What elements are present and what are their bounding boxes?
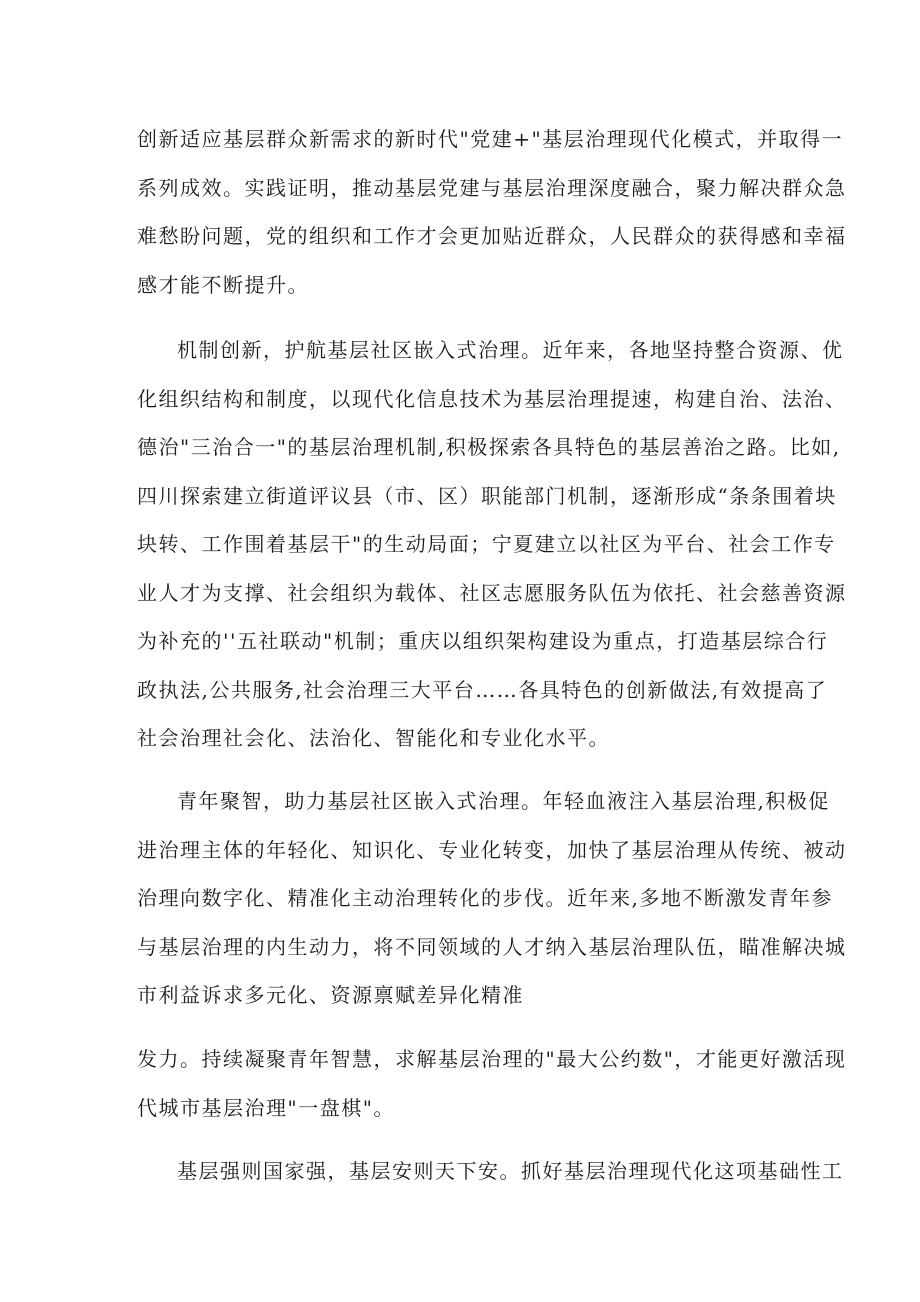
- text-line: 块转、工作围着基层干"的生动局面；宁夏建立以社区为平台、社会工作专: [137, 532, 836, 556]
- text-line: 创新适应基层群众新需求的新时代"党建+"基层治理现代化模式，并取得一: [137, 127, 844, 151]
- text-line: 治理向数字化、精准化主动治理转化的步伐。近年来,多地不断激发青年参: [137, 886, 833, 910]
- text-line: 与基层治理的内生动力，将不同领域的人才纳入基层治理队伍，瞄准解决城: [137, 934, 847, 959]
- text-line: 社会治理社会化、法治化、智能化和专业化水平。: [137, 726, 610, 750]
- text-line: 政执法,公共服务,社会治理三大平台……各具特色的创新做法,有效提高了: [137, 677, 828, 702]
- text-line: 难愁盼问题，党的组织和工作才会更加贴近群众，人民群众的获得感和幸福: [137, 224, 847, 248]
- text-line: 市利益诉求多元化、资源禀赋差异化精准: [137, 983, 524, 1007]
- paragraph-2: [137, 326, 847, 763]
- text-line: 为补充的''五社联动"机制；重庆以组织架构建设为重点，打造基层综合行: [137, 629, 829, 653]
- text-line: 感才能不断提升。: [137, 272, 309, 297]
- paragraph-3: [137, 777, 847, 1020]
- text-line: 进治理主体的年轻化、知识化、专业化转变，加快了基层治理从传统、被动: [137, 837, 847, 862]
- text-line: 青年聚智，助力基层社区嵌入式治理。年轻血液注入基层治理,积极促: [177, 789, 830, 813]
- text-line: 代城市基层治理"一盘棋"。: [137, 1095, 395, 1120]
- text-line: 发力。持续凝聚青年智慧，求解基层治理的"最大公约数"，才能更好激活现: [137, 1047, 847, 1071]
- paragraph-5: [137, 1147, 844, 1196]
- paragraph-1: [137, 115, 847, 309]
- paragraph-4: [137, 1035, 847, 1132]
- text-line: 德治"三治合一"的基层治理机制,积极探索各具特色的基层善治之路。比如,: [137, 435, 841, 459]
- text-line: 基层强则国家强，基层安则天下安。抓好基层治理现代化这项基础性工: [177, 1159, 844, 1183]
- text-line: 业人才为支撑、社会组织为载体、社区志愿服务队伍为依托、社会慈善资源: [137, 580, 847, 605]
- text-line: 化组织结构和制度，以现代化信息技术为基层治理提速，构建自治、法治、: [137, 386, 847, 411]
- text-line: 机制创新，护航基层社区嵌入式治理。近年来，各地坚持整合资源、优: [177, 338, 844, 362]
- text-line: 四川探索建立街道评议县（市、区）职能部门机制，逐渐形成“条条围着块: [137, 483, 837, 508]
- text-line: 系列成效。实践证明，推动基层党建与基层治理深度融合，聚力解决群众急: [137, 175, 847, 200]
